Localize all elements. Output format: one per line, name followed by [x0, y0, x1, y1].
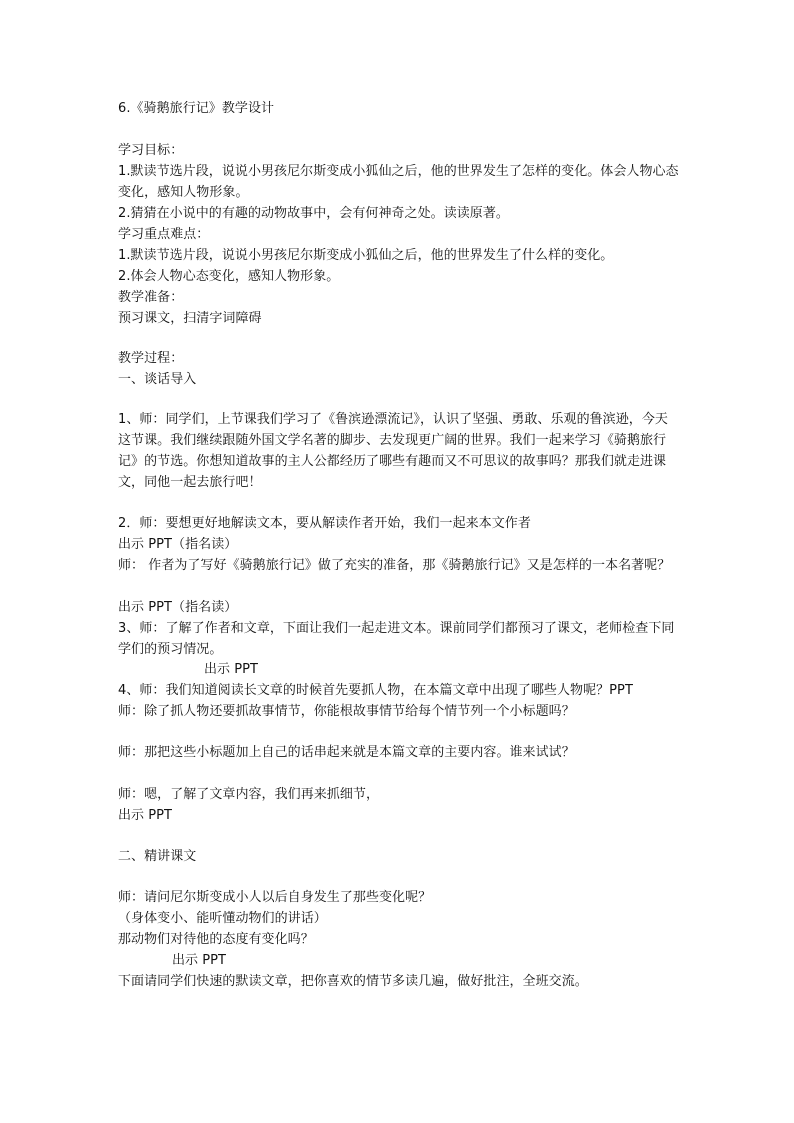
step-3-ppt: 出示 PPT: [204, 662, 259, 677]
step-1: 1、师：同学们，上节课我们学习了《鲁滨逊漂流记》，认识了坚强、勇敢、乐观的鲁滨逊，今天这节课。我们继续跟随外国文学名著的脚步、去发现更广阔的世界。我们一起来学习《骑鹅旅行记》的节选。你想知道故事的主人公都经历了哪些有趣而又不可思议的故事吗？那我们就走进课文，同他一起去旅行吧！: [118, 412, 668, 490]
section-1-heading: 一、谈话导入: [118, 372, 197, 387]
question-2-ppt: 出示 PPT: [172, 953, 227, 968]
step-2: 2．师：要想更好地解读文本，要从解读作者开始，我们一起来本文作者: [118, 516, 531, 531]
step-4: 4、师：我们知道阅读长文章的时候首先要抓人物，在本篇文章中出现了哪些人物呢？PPT: [118, 683, 633, 698]
key-point-2: 2.体会人物心态变化，感知人物形象。: [118, 269, 340, 284]
step-3: 3、师：了解了作者和文章，下面让我们一起走进文本。课前同学们都预习了课文，老师检查下同学们的预习情况。: [118, 621, 675, 657]
step-2-ppt-b: 出示 PPT（指名读）: [118, 600, 238, 615]
step-4-c: 师：那把这些小标题加上自己的话串起来就是本篇文章的主要内容。谁来试试？: [118, 745, 575, 760]
step-2-teacher: 师： 作者为了写好《骑鹅旅行记》做了充实的准备，那《骑鹅旅行记》又是怎样的一本名著呢？: [118, 558, 671, 573]
question-2: 那动物们对待他的态度有变化吗？: [118, 932, 314, 947]
instruction: 下面请同学们快速的默读文章，把你喜欢的情节多读几遍，做好批注，全班交流。: [118, 974, 588, 989]
step-2-ppt: 出示 PPT（指名读）: [118, 537, 238, 552]
answer-1: （身体变小、能听懂动物们的讲话）: [118, 911, 327, 926]
step-4-b: 师：除了抓人物还要抓故事情节，你能根故事情节给每个情节列一个小标题吗？: [118, 704, 575, 719]
goal-1: 1.默读节选片段，说说小男孩尼尔斯变成小狐仙之后，他的世界发生了怎样的变化。体会人物心态变化，感知人物形象。: [118, 164, 679, 200]
document-title: 6.《骑鹅旅行记》教学设计: [118, 101, 275, 116]
goal-2: 2.猜猜在小说中的有趣的动物故事中，会有何神奇之处。读读原著。: [118, 206, 509, 221]
question-1: 师：请问尼尔斯变成小人以后自身发生了那些变化呢？: [118, 890, 432, 905]
key-point-1: 1.默读节选片段，说说小男孩尼尔斯变成小狐仙之后，他的世界发生了什么样的变化。: [118, 248, 614, 263]
step-5-ppt: 出示 PPT: [118, 808, 173, 823]
section-2-heading: 二、精讲课文: [118, 849, 197, 864]
prep-text: 预习课文，扫清字词障碍: [118, 311, 262, 326]
step-5: 师：嗯，了解了文章内容，我们再来抓细节，: [118, 787, 380, 802]
key-points-heading: 学习重点难点：: [118, 227, 210, 242]
goals-heading: 学习目标：: [118, 143, 184, 158]
prep-heading: 教学准备：: [118, 290, 184, 305]
process-heading: 教学过程：: [118, 351, 184, 366]
